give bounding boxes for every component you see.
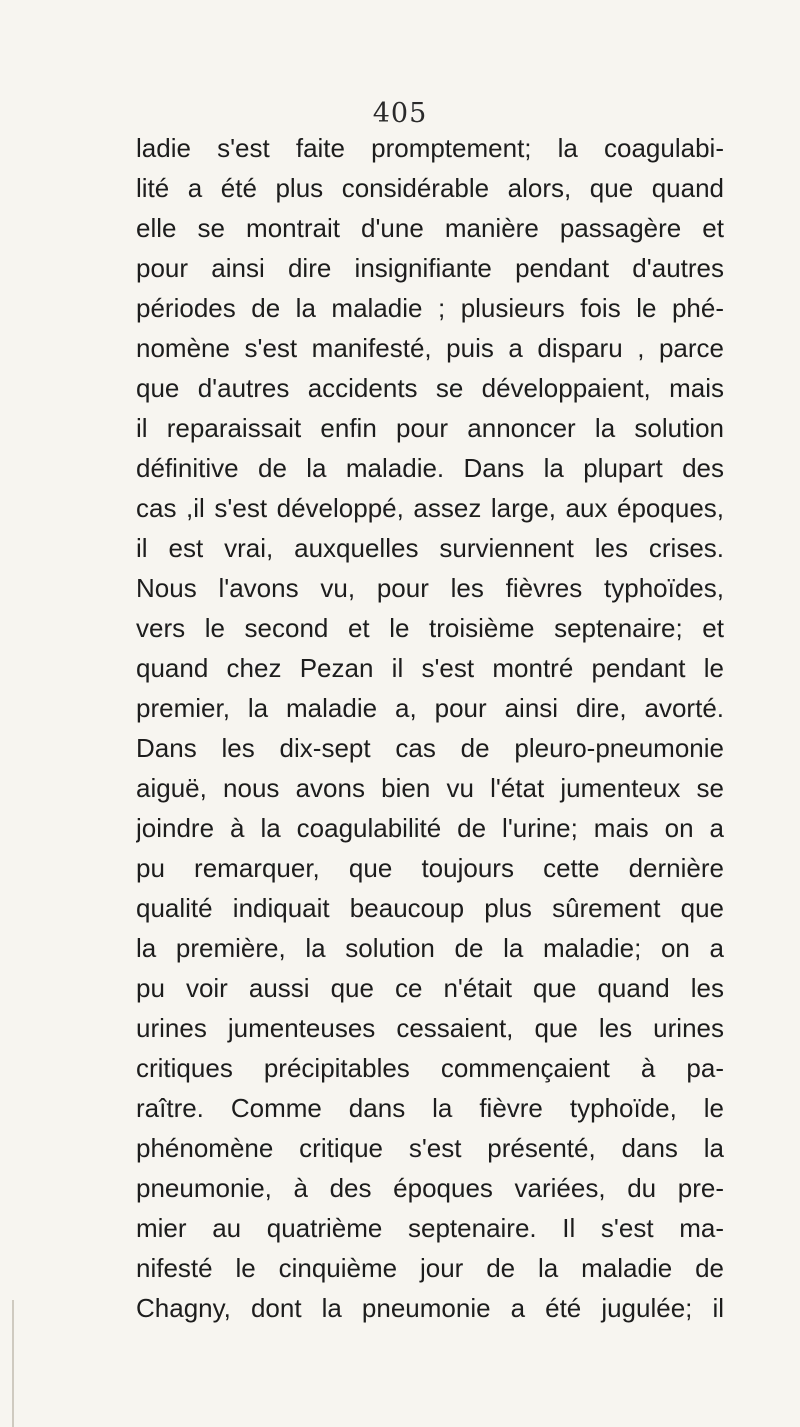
text-line: pour ainsi dire insignifiante pendant d'autres — [136, 253, 724, 283]
text-line: périodes de la maladie ; plusieurs fois le phé- — [136, 293, 724, 323]
text-line: pneumonie, à des époques variées, du pre- — [136, 1173, 724, 1203]
text-line: pu voir aussi que ce n'était que quand les — [136, 973, 724, 1003]
text-line: Dans les dix-sept cas de pleuro-pneumonie — [136, 733, 724, 763]
text-line: il reparaissait enfin pour annoncer la solution — [136, 413, 724, 443]
text-line: que d'autres accidents se développaient, mais — [136, 373, 724, 403]
text-line: nifesté le cinquième jour de la maladie de — [136, 1253, 724, 1283]
text-line: qualité indiquait beaucoup plus sûrement que — [136, 893, 724, 923]
page-edge-shadow — [12, 1300, 14, 1427]
text-line: pu remarquer, que toujours cette dernière — [136, 853, 724, 883]
text-line: phénomène critique s'est présenté, dans la — [136, 1133, 724, 1163]
text-line: critiques précipitables commençaient à pa- — [136, 1053, 724, 1083]
text-line: ladie s'est faite promptement; la coagulabi- — [136, 133, 724, 163]
text-line: premier, la maladie a, pour ainsi dire, avorté. — [136, 693, 724, 723]
text-line: nomène s'est manifesté, puis a disparu , parce — [136, 333, 724, 363]
text-line: vers le second et le troisième septenaire; et — [136, 613, 724, 643]
text-line: elle se montrait d'une manière passagère et — [136, 213, 724, 243]
text-line: aiguë, nous avons bien vu l'état jumenteux se — [136, 773, 724, 803]
text-line: il est vrai, auxquelles surviennent les crises. — [136, 533, 724, 563]
text-line: mier au quatrième septenaire. Il s'est ma- — [136, 1213, 724, 1243]
text-line: urines jumenteuses cessaient, que les urines — [136, 1013, 724, 1043]
page-number: 405 — [372, 98, 428, 129]
text-line: la première, la solution de la maladie; on a — [136, 933, 724, 963]
text-line: lité a été plus considérable alors, que quand — [136, 173, 724, 203]
text-line: cas ,il s'est développé, assez large, aux époques, — [136, 493, 724, 523]
text-line: Nous l'avons vu, pour les fièvres typhoïdes, — [136, 573, 724, 603]
text-line: quand chez Pezan il s'est montré pendant le — [136, 653, 724, 683]
body-text — [136, 128, 724, 1328]
text-line: Chagny, dont la pneumonie a été jugulée; il — [136, 1293, 724, 1323]
text-line: raître. Comme dans la fièvre typhoïde, le — [136, 1093, 724, 1123]
text-line: joindre à la coagulabilité de l'urine; mais on a — [136, 813, 724, 843]
text-line: définitive de la maladie. Dans la plupart des — [136, 453, 724, 483]
